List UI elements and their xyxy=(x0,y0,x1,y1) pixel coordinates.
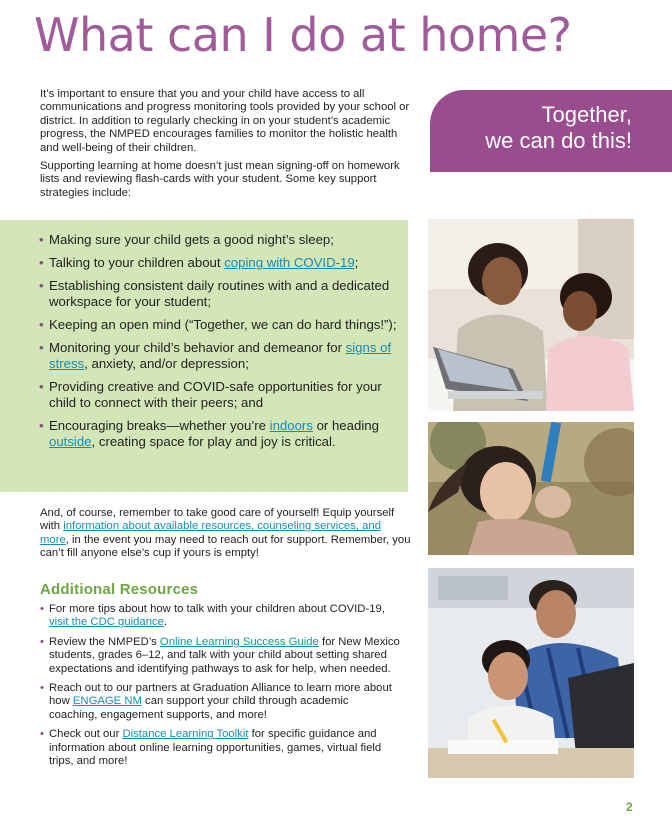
strategy-item: • Talking to your children about coping with COVID-19; xyxy=(39,255,404,271)
resource-item: • Check out our Distance Learning Toolkit for specific guidance and information about online learning opportunities, games, virtual field trips, and more! xyxy=(40,728,400,768)
mother-daughter-laptop-photo xyxy=(428,219,634,411)
self-care-paragraph: And, of course, remember to take good care of yourself! Equip yourself with information about available resources, counseling services, and more, in the event you may need to reach out for support. Remember, you can’t fill anyone else’s cup if yours is empty! xyxy=(40,507,411,560)
outside-link[interactable]: outside xyxy=(49,434,92,449)
indoors-link[interactable]: indoors xyxy=(269,418,313,433)
intro-text xyxy=(40,88,410,205)
page-number: 2 xyxy=(626,800,633,814)
father-son-laptop-photo xyxy=(428,568,634,778)
support-strategies-box xyxy=(0,220,408,492)
intro-paragraph-1: It’s important to ensure that you and your child have access to all communications and progress monitoring tools provided by your school or district. In addition to regularly checking in on your student’s academic progress, the NMPED encourages families to monitor the holistic health and well-being of their children. xyxy=(40,88,410,154)
coping-with-covid-link[interactable]: coping with COVID-19 xyxy=(224,255,355,270)
available-resources-link[interactable]: information about available resources, counseling services, and more xyxy=(40,520,381,546)
cdc-guidance-link[interactable]: visit the CDC guidance xyxy=(49,616,164,629)
resources-list xyxy=(40,603,400,774)
resource-item: • Reach out to our partners at Graduation Alliance to learn more about how ENGAGE NM can support your child through academic coaching, engagement supports, and more! xyxy=(40,682,400,722)
callout-line-1: Together, xyxy=(541,102,632,127)
strategies-list xyxy=(39,232,404,457)
strategy-item: • Establishing consistent daily routines with and a dedicated workspace for your student; xyxy=(39,278,404,310)
callout-line-2: we can do this! xyxy=(485,128,632,153)
page-title: What can I do at home? xyxy=(34,8,572,62)
together-callout xyxy=(430,90,672,172)
online-learning-guide-link[interactable]: Online Learning Success Guide xyxy=(159,635,319,648)
strategy-item: • Making sure your child gets a good night’s sleep; xyxy=(39,232,404,248)
additional-resources-heading: Additional Resources xyxy=(40,581,199,598)
strategy-item: • Monitoring your child’s behavior and demeanor for signs of stress, anxiety, and/or depression; xyxy=(39,340,404,372)
girl-playing-outdoors-photo xyxy=(428,422,634,555)
intro-paragraph-2: Supporting learning at home doesn’t just mean signing-off on homework lists and reviewing flash-cards with your student. Some key support strategies include: xyxy=(40,160,400,199)
resource-item: • Review the NMPED’s Online Learning Success Guide for New Mexico students, grades 6–12, and talk with your child about setting shared expectations and identifying pathways to ask for help, when needed. xyxy=(40,636,400,676)
engage-nm-link[interactable]: ENGAGE NM xyxy=(72,695,142,708)
strategy-item: • Keeping an open mind (“Together, we can do hard things!”); xyxy=(39,317,404,333)
strategy-item: • Providing creative and COVID-safe opportunities for your child to connect with their peers; and xyxy=(39,379,404,411)
distance-learning-toolkit-link[interactable]: Distance Learning Toolkit xyxy=(122,728,249,741)
signs-of-stress-link[interactable]: signs of stress xyxy=(49,340,392,371)
resource-item: • For more tips about how to talk with your children about COVID-19, visit the CDC guidance. xyxy=(40,603,400,630)
strategy-item: • Encouraging breaks—whether you’re indoors or heading outside, creating space for play and joy is critical. xyxy=(39,418,404,450)
